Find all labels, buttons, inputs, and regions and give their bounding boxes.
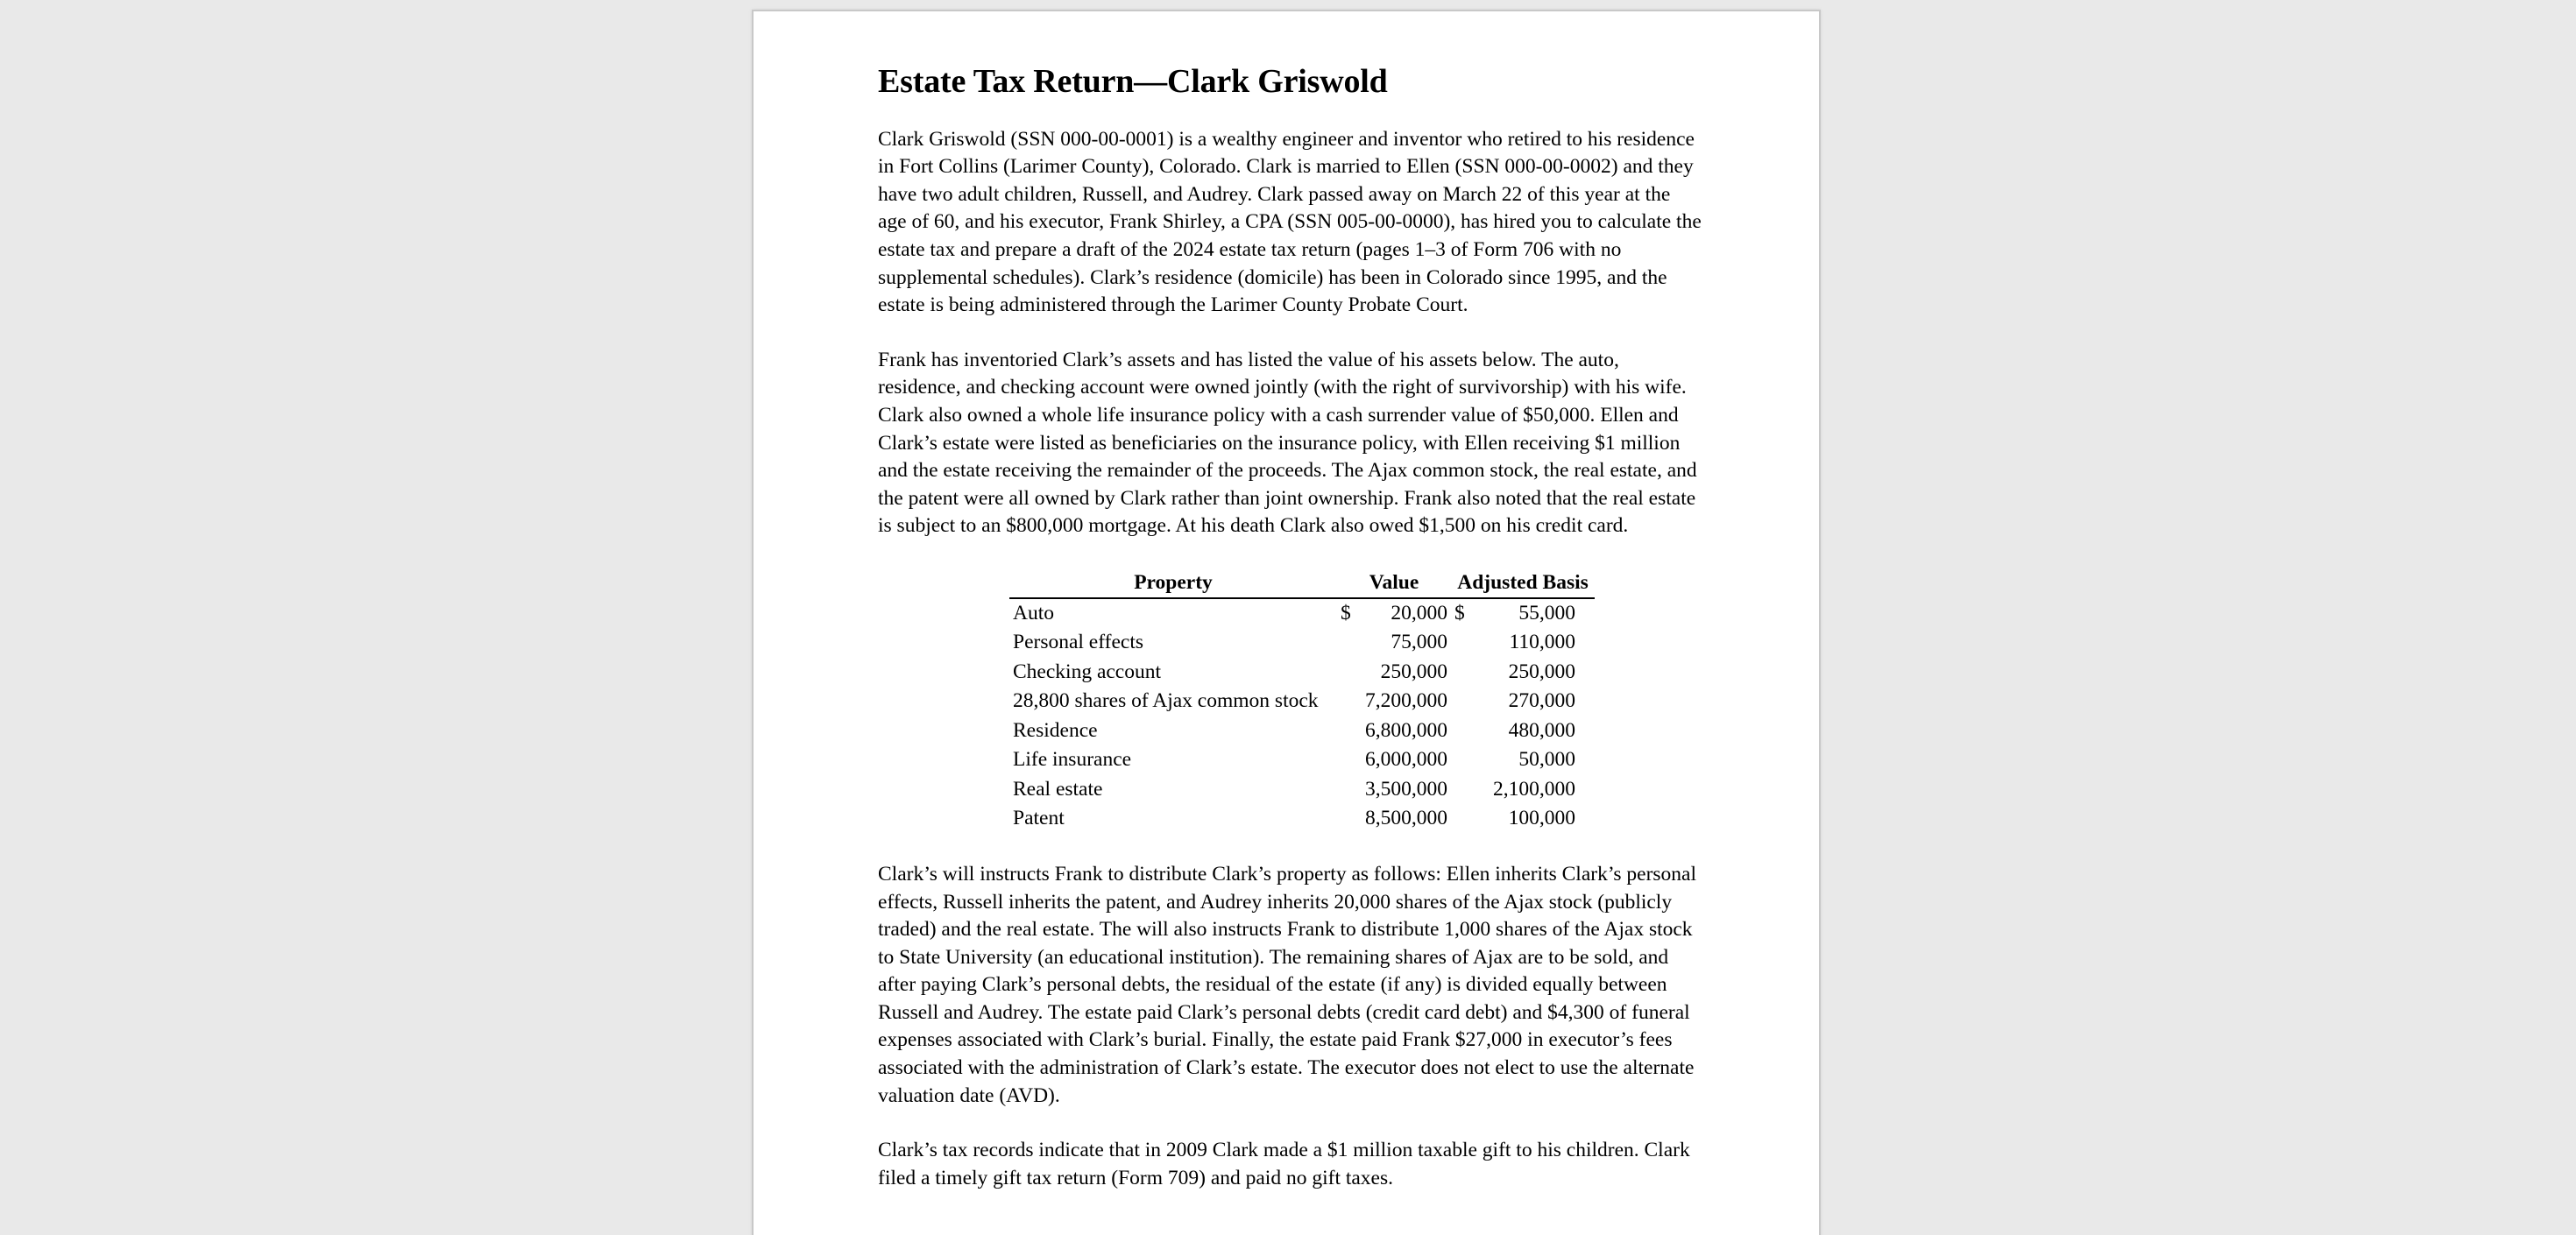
- cell-adjusted-basis: [1451, 598, 1595, 629]
- paragraph-assets: Frank has inventoried Clark’s assets and has listed the value of his assets below. The auto, residence, and checking account were owned jointly (with the right of survivorship) with his wife. Clark also owned a whole life insurance policy with a cash surrender value of $50,000. Ellen and Clark’s estate were listed as beneficiaries on the insurance policy, with Ellen receiving $1 million and the estate receiving the remainder of the proceeds. The Ajax common stock, the real estate, and the patent were all owned by Clark rather than joint ownership. Frank also noted that the real estate is subject to an $800,000 mortgage. At his death Clark also owed $1,500 on his credit card.: [878, 348, 1697, 538]
- cell-value: 6,800,000: [1365, 718, 1447, 742]
- cell-property: Auto: [1013, 601, 1054, 625]
- table-row: [1009, 687, 1595, 716]
- property-table: [1009, 568, 1595, 834]
- cell-value: 7,200,000: [1365, 689, 1447, 713]
- document-title: Estate Tax Return—Clark Griswold: [878, 63, 1388, 100]
- cell-property: Patent: [1013, 807, 1065, 830]
- header-property: Property: [1009, 568, 1337, 598]
- table-row: [1009, 775, 1595, 805]
- cell-property: 28,800 shares of Ajax common stock: [1013, 689, 1319, 713]
- page-content: [878, 62, 1702, 1219]
- table-row: [1009, 745, 1595, 775]
- table-row: [1009, 598, 1595, 629]
- cell-adjusted-basis: 110,000: [1509, 631, 1575, 654]
- table-row: [1009, 628, 1595, 658]
- paragraph-will: Clark’s will instructs Frank to distribute Clark’s property as follows: Ellen inherits Clark’s personal effects, Russell inherits the patent, and Audrey inherits 20,000 shares of the Ajax stock (publicly traded) and the real estate. The will also instructs Frank to distribute 1,000 shares of the Ajax stock to State University (an educational institution). The remaining shares of Ajax are to be sold, and after paying Clark’s personal debts, the residual of the estate (if any) is divided equally between Russell and Audrey. The estate paid Clark’s personal debts (credit card debt) and $4,300 of funeral expenses associated with Clark’s burial. Finally, the estate paid Frank $27,000 in executor’s fees associated with the administration of Clark’s estate. The executor does not elect to use the alternate valuation date (AVD).: [878, 862, 1696, 1107]
- cell-property: Residence: [1013, 718, 1098, 742]
- cell-value: 6,000,000: [1365, 748, 1447, 772]
- cell-adjusted-basis: 50,000: [1518, 748, 1575, 772]
- header-value: Value: [1337, 568, 1451, 598]
- cell-value: [1337, 598, 1451, 629]
- table-row: [1009, 804, 1595, 834]
- cell-property: Checking account: [1013, 660, 1162, 683]
- property-table-wrapper: [1009, 568, 1702, 834]
- cell-property: Life insurance: [1013, 748, 1132, 772]
- paragraph-intro: Clark Griswold (SSN 000-00-0001) is a wealthy engineer and inventor who retired to his residence in Fort Collins (Larimer County), Colorado. Clark is married to Ellen (SSN 000-00-0002) and they have two adult children, Russell, and Audrey. Clark passed away on March 22 of this year at the age of 60, and his executor, Frank Shirley, a CPA (SSN 005-00-0000), has hired you to calculate the estate tax and prepare a draft of the 2024 estate tax return (pages 1–3 of Form 706 with no supplemental schedules). Clark’s residence (domicile) has been in Colorado since 1995, and the estate is being administered through the Larimer County Probate Court.: [878, 127, 1702, 317]
- table-body: [1009, 598, 1595, 834]
- cell-value: 8,500,000: [1365, 807, 1447, 830]
- money-amount: [1341, 599, 1447, 629]
- cell-adjusted-basis: 100,000: [1508, 807, 1575, 830]
- amount: 20,000: [1391, 601, 1447, 625]
- table-row: [1009, 716, 1595, 746]
- cell-adjusted-basis: 270,000: [1508, 689, 1575, 713]
- cell-adjusted-basis: 250,000: [1508, 660, 1575, 683]
- currency-symbol: $: [1454, 601, 1465, 625]
- paragraph-gift-history: Clark’s tax records indicate that in 2009 Clark made a $1 million taxable gift to his children. Clark filed a timely gift tax return (Form 709) and paid no gift taxes.: [878, 1139, 1690, 1189]
- cell-value: 3,500,000: [1365, 777, 1447, 801]
- cell-property: Real estate: [1013, 777, 1103, 801]
- document-page: [752, 10, 1821, 1235]
- currency-symbol: $: [1341, 601, 1351, 625]
- table-row: [1009, 658, 1595, 688]
- amount: 55,000: [1518, 601, 1575, 625]
- cell-adjusted-basis: 2,100,000: [1493, 777, 1575, 801]
- cell-property: Personal effects: [1013, 631, 1143, 654]
- cell-adjusted-basis: 480,000: [1508, 718, 1575, 742]
- cell-value: 75,000: [1391, 631, 1447, 654]
- header-adjusted-basis: Adjusted Basis: [1451, 568, 1595, 598]
- money-amount: [1454, 599, 1575, 629]
- cell-value: 250,000: [1380, 660, 1447, 683]
- table-header-row: [1009, 568, 1595, 598]
